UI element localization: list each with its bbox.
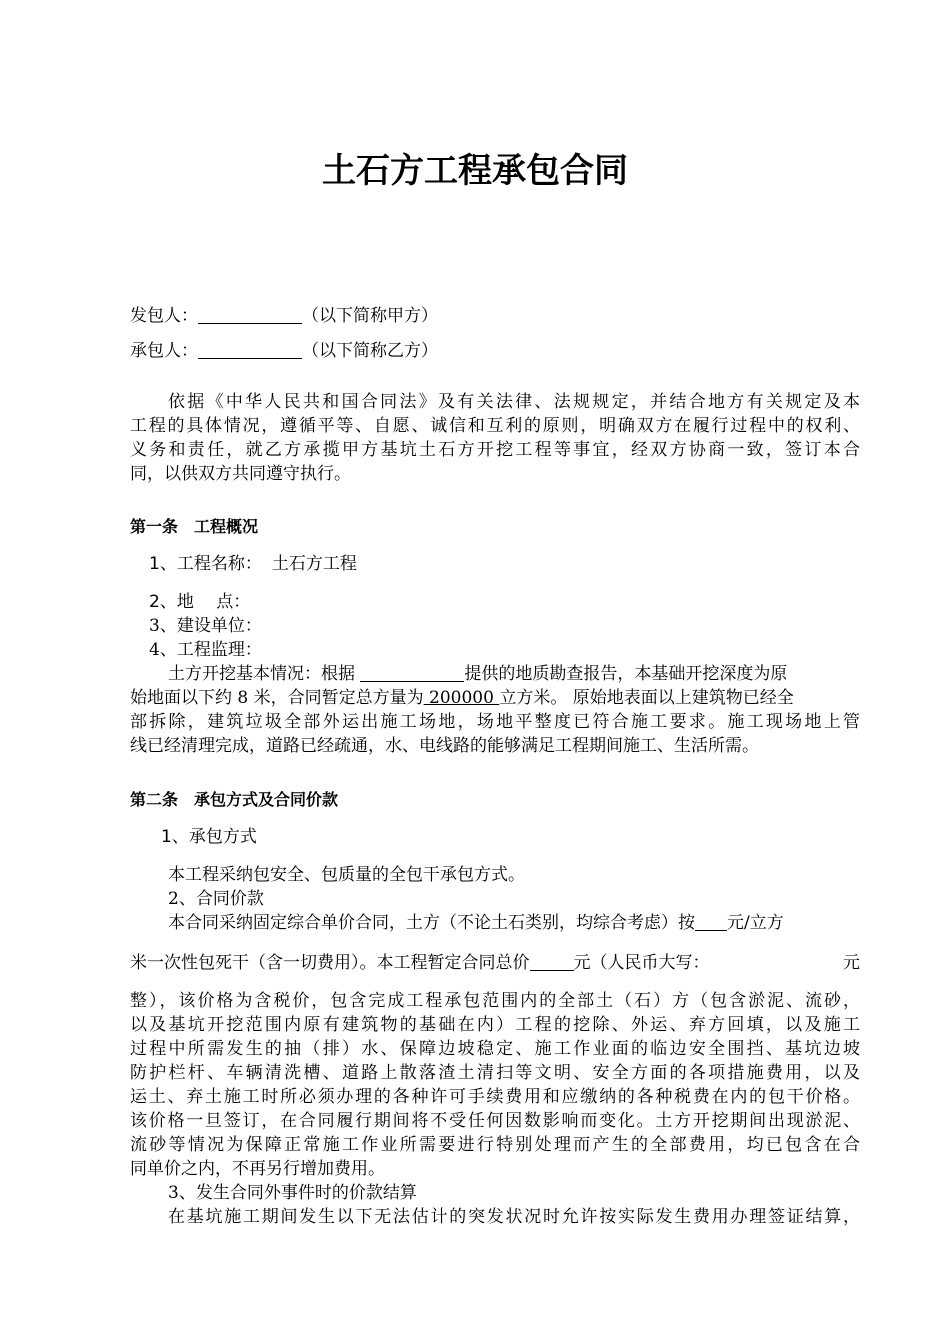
article1-item1 — [149, 552, 357, 576]
price-body-line-1: 整），该价格为含税价，包含完成工程承包范围内的全部土（石）方（包含淤泥、流砂， — [130, 991, 860, 1011]
geology-line-2-pre: 始地面以下约 8 米，合同暂定总方量为 — [130, 688, 424, 708]
price-line-2-end: 元 — [843, 953, 860, 973]
geology-line-2-post: 立方米。 原始地表面以上建筑物已经全 — [499, 688, 794, 708]
intro-line-3: 义务和责任，就乙方承揽甲方基坑土石方开挖工程等事宜，经双方协商一致，签订本合 — [130, 440, 860, 460]
contractor-line — [130, 339, 438, 363]
article2-sub1-text: 本工程采纳包安全、包质量的全包干承包方式。 — [168, 865, 525, 885]
intro-line-4: 同，以供双方共同遵守执行。 — [130, 464, 351, 484]
employer-label: 发包人： — [130, 306, 198, 326]
geology-line-1-post: 提供的地质勘查报告，本基础开挖深度为原 — [464, 664, 788, 684]
contractor-blank[interactable] — [198, 340, 302, 359]
geology-line-2 — [130, 686, 794, 710]
total-price-blank[interactable] — [530, 952, 574, 971]
price-body-line-4: 防护栏杆、车辆清洗槽、道路上散落渣土清扫等文明、安全方面的各项措施费用，以及 — [130, 1063, 860, 1083]
price-body-line-6: 该价格一旦签订，在合同履行期间将不受任何因数影响而变化。土方开挖期间出现淤泥、 — [130, 1111, 860, 1131]
price-line-2 — [130, 951, 860, 975]
item1-label: 、工程名称： — [159, 554, 262, 574]
price-line-2-pre: 米一次性包死干（含一切费用）。本工程暂定合同总价 — [130, 953, 530, 973]
contractor-label: 承包人： — [130, 341, 198, 361]
price-body-line-3: 过程中所需发生的抽（排）水、保障边坡稳定、施工作业面的临边安全围挡、基坑边坡 — [130, 1039, 860, 1059]
contractor-note: （以下简称乙方） — [302, 341, 438, 361]
item2-label: 、地 点： — [159, 592, 251, 612]
article1-heading: 第一条 工程概况 — [130, 517, 259, 536]
geology-line-3: 部拆除，建筑垃圾全部外运出施工场地，场地平整度已符合施工要求。施工现场地上管 — [130, 712, 860, 732]
geology-line-1-pre: 土方开挖基本情况：根据 — [168, 664, 361, 684]
price-body-line-5: 运土、弃土施工时所必须办理的各种许可手续费用和应缴纳的各种税费在内的包干价格。 — [130, 1087, 860, 1107]
item1-value: 土石方工程 — [271, 554, 357, 574]
price-body-line-8: 同单价之内，不再另行增加费用。 — [130, 1159, 385, 1179]
employer-blank[interactable] — [198, 305, 302, 324]
item2-number: 2 — [149, 592, 160, 612]
article1-item3: 3、建设单位： — [149, 616, 262, 636]
document-title: 土石方工程承包合同 — [322, 151, 628, 191]
article2-sub1 — [161, 825, 257, 849]
intro-line-2: 工程的具体情况，遵循平等、自愿、诚信和互利的原则，明确双方在履行过程中的权利、 — [130, 416, 860, 436]
geology-line-4: 线已经清理完成，道路已经疏通，水、电线路的能够满足工程期间施工、生活所需。 — [130, 736, 759, 756]
item1-number: 1 — [149, 554, 160, 574]
price-body-line-2: 以及基坑开挖范围内原有建筑物的基础在内）工程的挖除、外运、弃方回填，以及施工 — [130, 1015, 860, 1035]
employer-line — [130, 304, 438, 328]
intro-line-1: 依据《中华人民共和国合同法》及有关法律、法规规定，并结合地方有关规定及本 — [168, 392, 860, 412]
article2-last-line: 在基坑施工期间发生以下无法估计的突发状况时允许按实际发生费用办理签证结算， — [168, 1207, 860, 1227]
article2-sub2-label: 2、合同价款 — [168, 889, 264, 909]
article1-item4: 4、工程监理： — [149, 640, 262, 660]
sub1-number: 1 — [161, 827, 172, 847]
price-line-1 — [168, 911, 784, 935]
price-line-1-post: 元/立方 — [727, 913, 784, 933]
sub1-label: 、承包方式 — [171, 827, 257, 847]
price-body-line-7: 流砂等情况为保障正常施工作业所需要进行特别处理而产生的全部费用，均已包含在合 — [130, 1135, 860, 1155]
price-line-2-mid: 元（人民币大写： — [573, 953, 710, 973]
article2-heading: 第二条 承包方式及合同价款 — [130, 790, 339, 809]
article1-item2 — [149, 590, 250, 614]
price-line-1-pre: 本合同采纳固定综合单价合同，土方（不论土石类别，均综合考虑）按 — [168, 913, 695, 933]
geology-line-1 — [168, 662, 787, 686]
survey-provider-blank[interactable] — [360, 663, 464, 682]
article2-sub3-label: 3、发生合同外事件时的价款结算 — [168, 1183, 417, 1203]
total-volume-value: 200000 — [423, 688, 500, 708]
employer-note: （以下简称甲方） — [302, 306, 438, 326]
unit-price-blank[interactable] — [695, 912, 727, 931]
